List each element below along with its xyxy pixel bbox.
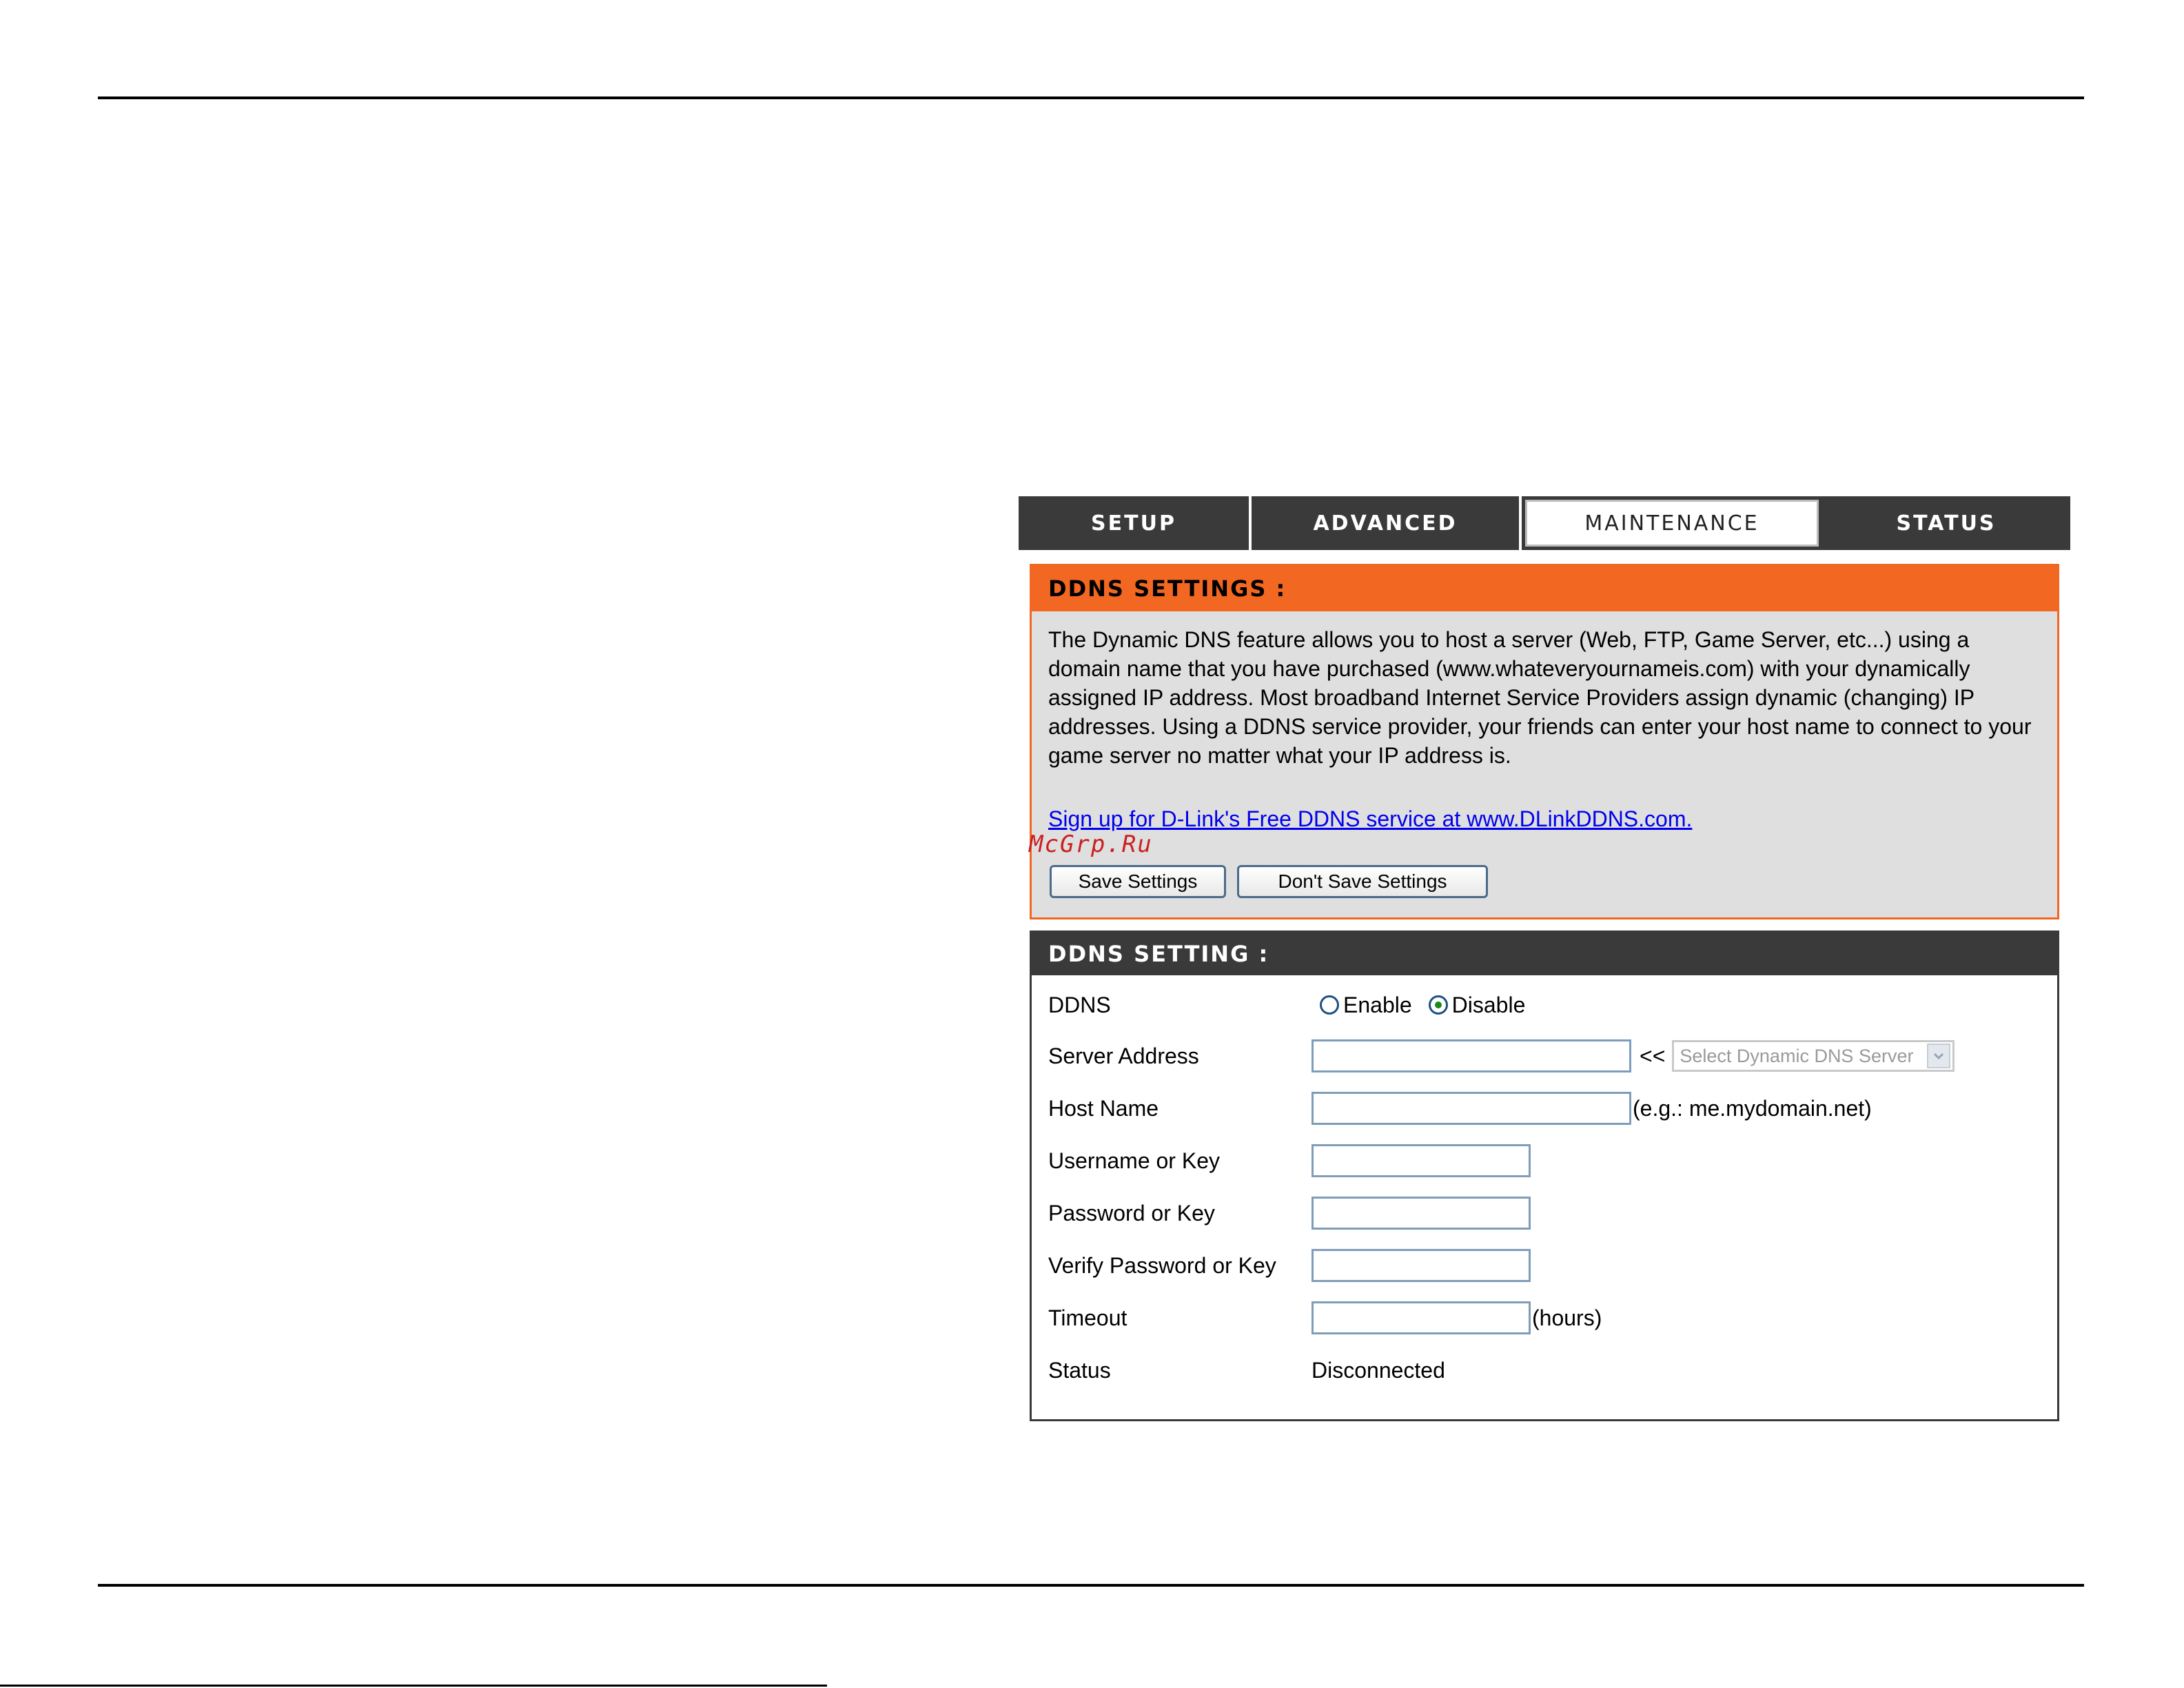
verify-password-label: Verify Password or Key	[1048, 1252, 1276, 1278]
timeout-label: Timeout	[1048, 1305, 1127, 1330]
settings-button-row	[1050, 865, 1488, 898]
verify-password-row	[1048, 1247, 1531, 1284]
ddns-radio-group	[1320, 993, 1542, 1018]
username-row	[1048, 1142, 1531, 1179]
timeout-input[interactable]	[1312, 1301, 1531, 1334]
ddns-setting-title: DDNS SETTING :	[1032, 933, 2057, 975]
ddns-disable-label: Disable	[1451, 992, 1526, 1017]
server-address-label: Server Address	[1048, 1043, 1199, 1068]
tab-advanced[interactable]: ADVANCED	[1252, 496, 1522, 550]
ddns-info-panel	[1030, 564, 2059, 919]
timeout-unit: (hours)	[1532, 1305, 1602, 1330]
host-name-input[interactable]	[1312, 1092, 1631, 1125]
server-address-row	[1048, 1037, 1955, 1075]
top-rule	[98, 96, 2084, 99]
bottom-rule	[98, 1584, 2084, 1587]
username-label: Username or Key	[1048, 1148, 1220, 1173]
server-address-input[interactable]	[1312, 1039, 1631, 1072]
password-input[interactable]	[1312, 1197, 1531, 1230]
ddns-disable-radio[interactable]	[1429, 995, 1448, 1015]
host-name-row	[1048, 1090, 1872, 1127]
status-row	[1048, 1352, 1445, 1389]
watermark-text: McGrp.Ru	[1029, 831, 1153, 858]
dont-save-settings-button[interactable]: Don't Save Settings	[1237, 865, 1488, 898]
ddns-enable-label: Enable	[1343, 992, 1412, 1017]
main-tab-bar	[1019, 496, 2070, 550]
timeout-row	[1048, 1299, 1602, 1336]
ddns-info-title: DDNS SETTINGS :	[1032, 566, 2057, 611]
status-value: Disconnected	[1312, 1357, 1445, 1383]
ddns-info-body	[1032, 611, 2057, 833]
save-settings-button[interactable]: Save Settings	[1050, 865, 1226, 898]
dlink-ddns-signup-link[interactable]: Sign up for D-Link's Free DDNS service at www.DLinkDDNS.com.	[1048, 806, 1693, 831]
host-name-label: Host Name	[1048, 1095, 1159, 1121]
ddns-label: DDNS	[1048, 992, 1111, 1017]
ddns-server-select[interactable]	[1672, 1040, 1955, 1072]
status-label: Status	[1048, 1357, 1111, 1383]
ddns-description: The Dynamic DNS feature allows you to host a server (Web, FTP, Game Server, etc...) using a domain name that you have purchased (www.whateveryournameis.com) with your dynamically assigned IP address. Most broadband Internet Service Providers assign dynamic (changing) IP addresses. Using a DDNS service provider, your friends can enter your host name to connect to your game server no matter what your IP address is.	[1048, 627, 2032, 768]
password-label: Password or Key	[1048, 1200, 1215, 1226]
tab-setup[interactable]: SETUP	[1019, 496, 1252, 550]
tab-maintenance[interactable]: MAINTENANCE	[1522, 496, 1822, 550]
ddns-row	[1048, 986, 1542, 1024]
password-row	[1048, 1194, 1531, 1232]
footer-line	[0, 1685, 827, 1687]
host-name-hint: (e.g.: me.mydomain.net)	[1633, 1095, 1872, 1121]
verify-password-input[interactable]	[1312, 1249, 1531, 1282]
ddns-setting-panel	[1030, 931, 2059, 1421]
username-input[interactable]	[1312, 1144, 1531, 1177]
ddns-server-select-value: Select Dynamic DNS Server	[1680, 1045, 1914, 1066]
tab-status[interactable]: STATUS	[1896, 511, 1997, 536]
server-select-arrows: <<	[1640, 1043, 1666, 1068]
ddns-enable-radio[interactable]	[1320, 995, 1339, 1015]
chevron-down-icon	[1927, 1044, 1950, 1068]
